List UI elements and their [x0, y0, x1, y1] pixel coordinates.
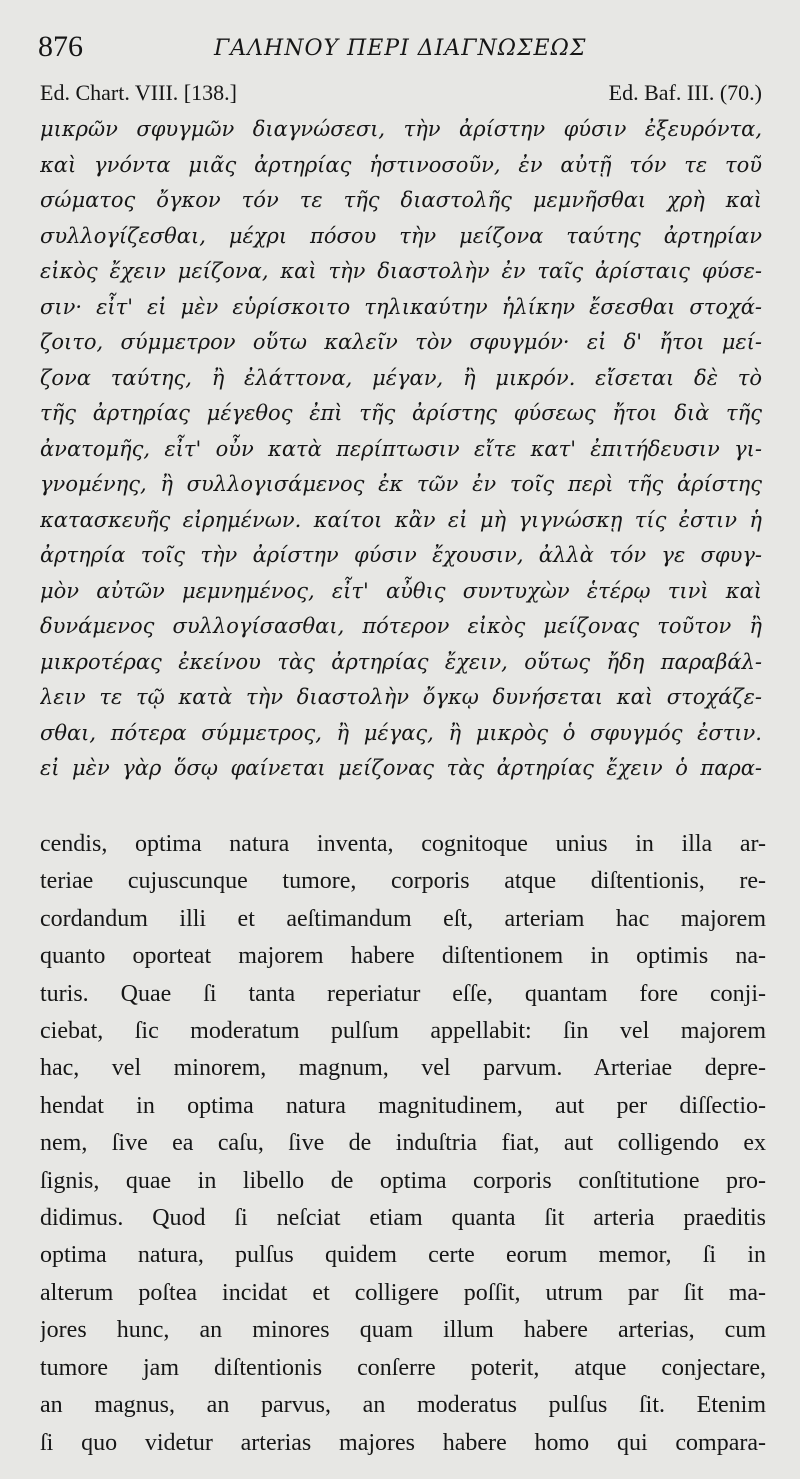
greek-text-line: ἀρτηρία τοῖς τὴν ἀρίστην φύσιν ἔχουσιν, ἀλλὰ τόν γε σφυγ- [40, 543, 762, 567]
latin-text-line: alterum poſtea incidat et colligere poſſit, utrum par ſit ma- [40, 1279, 766, 1306]
latin-text-line: hendat in optima natura magnitudinem, aut per diſſectio- [40, 1092, 766, 1119]
page-number: 876 [38, 30, 83, 63]
running-title: ΓΑΛΗΝΟΥ ΠΕΡΙ ΔΙΑΓΝΩΣΕΩΣ [214, 36, 587, 61]
latin-text-line: an magnus, an parvus, an moderatus pulſus ſit. Etenim [40, 1392, 766, 1419]
greek-text-line: κατασκευῆς εἰρημένων. καίτοι κἂν εἰ μὴ γιγνώσκῃ τίς ἐστιν ἡ [40, 507, 762, 532]
greek-text-line: εἰ μὲν γὰρ ὅσῳ φαίνεται μείζονας τὰς ἀρτηρίας ἔχειν ὁ παρα- [40, 756, 762, 780]
latin-text-line: jores hunc, an minores quam illum habere arterias, cum [40, 1317, 766, 1344]
greek-text-line: σώματος ὄγκον τόν τε τῆς διαστολῆς μεμνῆσθαι χρὴ καὶ [40, 188, 762, 212]
latin-text-line: quanto oporteat majorem habere diſtentionem in optimis na- [40, 943, 766, 970]
edition-chartier: Ed. Chart. VIII. [138.] [40, 80, 237, 105]
latin-text-line: teriae cujuscunque tumore, corporis atque diſtentionis, re- [40, 868, 766, 895]
latin-text-line: hac, vel minorem, magnum, vel parvum. Arteriae depre- [40, 1055, 766, 1082]
page-header [38, 30, 762, 66]
greek-text-line: καὶ γνόντα μιᾶς ἀρτηρίας ἡστινοσοῦν, ἐν αὐτῇ τόν τε τοῦ [40, 152, 762, 177]
latin-text-line: nem, ſive ea caſu, ſive de induſtria fiat, aut colligendo ex [40, 1130, 766, 1157]
latin-text-line: didimus. Quod ſi neſciat etiam quanta ſit arteria praeditis [40, 1205, 766, 1232]
edition-line [40, 80, 762, 112]
greek-text-line: ζοιτο, σύμμετρον οὕτω καλεῖν τὸν σφυγμόν· εἰ δ' ἤτοι μεί- [40, 330, 762, 354]
latin-text-line: cendis, optima natura inventa, cognitoque unius in illa ar- [40, 831, 766, 857]
greek-text-line: συλλογίζεσθαι, μέχρι πόσου τὴν μείζονα ταύτης ἀρτηρίαν [40, 223, 762, 248]
greek-text-line: μικροτέρας ἐκείνου τὰς ἀρτηρίας ἔχειν, οὕτως ἤδη παραβάλ- [40, 649, 762, 674]
greek-text-line: λειν τε τῷ κατὰ τὴν διαστολὴν ὄγκῳ δυνήσεται καὶ στοχάζε- [40, 685, 762, 709]
greek-text-line: εἰκὸς ἔχειν μείζονα, καὶ τὴν διαστολὴν ἐν ταῖς ἀρίσταις φύσε- [40, 259, 762, 283]
greek-text-line: δυνάμενος συλλογίσασθαι, πότερον εἰκὸς μείζονας τοῦτον ἢ [40, 614, 762, 638]
greek-text-line: σιν· εἶτ' εἰ μὲν εὑρίσκοιτο τηλικαύτην ἡλίκην ἔσεσθαι στοχά- [40, 294, 762, 319]
greek-text-line: τῆς ἀρτηρίας μέγεθος ἐπὶ τῆς ἀρίστης φύσεως ἤτοι διὰ τῆς [40, 401, 762, 425]
latin-text-block [40, 826, 766, 1462]
greek-text-line: ζονα ταύτης, ἢ ἐλάττονα, μέγαν, ἢ μικρόν. εἴσεται δὲ τὸ [40, 365, 762, 390]
greek-text-line: γνομένης, ἢ συλλογισάμενος ἐκ τῶν ἐν τοῖς περὶ τῆς ἀρίστης [40, 472, 762, 496]
latin-text-line: ſignis, quae in libello de optima corporis conſtitutione pro- [40, 1167, 766, 1194]
greek-text-line: ἀνατομῆς, εἶτ' οὖν κατὰ περίπτωσιν εἴτε κατ' ἐπιτήδευσιν γι- [40, 436, 762, 461]
greek-text-line: μικρῶν σφυγμῶν διαγνώσεσι, τὴν ἀρίστην φύσιν ἐξευρόντα, [40, 117, 762, 141]
edition-basel: Ed. Baf. III. (70.) [608, 80, 762, 105]
latin-text-line: ciebat, ſic moderatum pulſum appellabit: ſin vel majorem [40, 1018, 766, 1045]
greek-text-block [40, 112, 762, 787]
latin-text-line: turis. Quae ſi tanta reperiatur eſſe, quantam fore conji- [40, 980, 766, 1007]
latin-text-line: ſi quo videtur arterias majores habere homo qui compara- [40, 1429, 766, 1456]
latin-text-line: tumore jam diſtentionis conſerre poterit, atque conjectare, [40, 1354, 766, 1381]
latin-text-line: cordandum illi et aeſtimandum eſt, arteriam hac majorem [40, 905, 766, 932]
greek-text-line: μὸν αὐτῶν μεμνημένος, εἶτ' αὖθις συντυχὼν ἑτέρῳ τινὶ καὶ [40, 578, 762, 603]
greek-text-line: σθαι, πότερα σύμμετρος, ἢ μέγας, ἢ μικρὸς ὁ σφυγμός ἐστιν. [40, 720, 762, 745]
latin-text-line: optima natura, pulſus quidem certe eorum memor, ſi in [40, 1242, 766, 1269]
